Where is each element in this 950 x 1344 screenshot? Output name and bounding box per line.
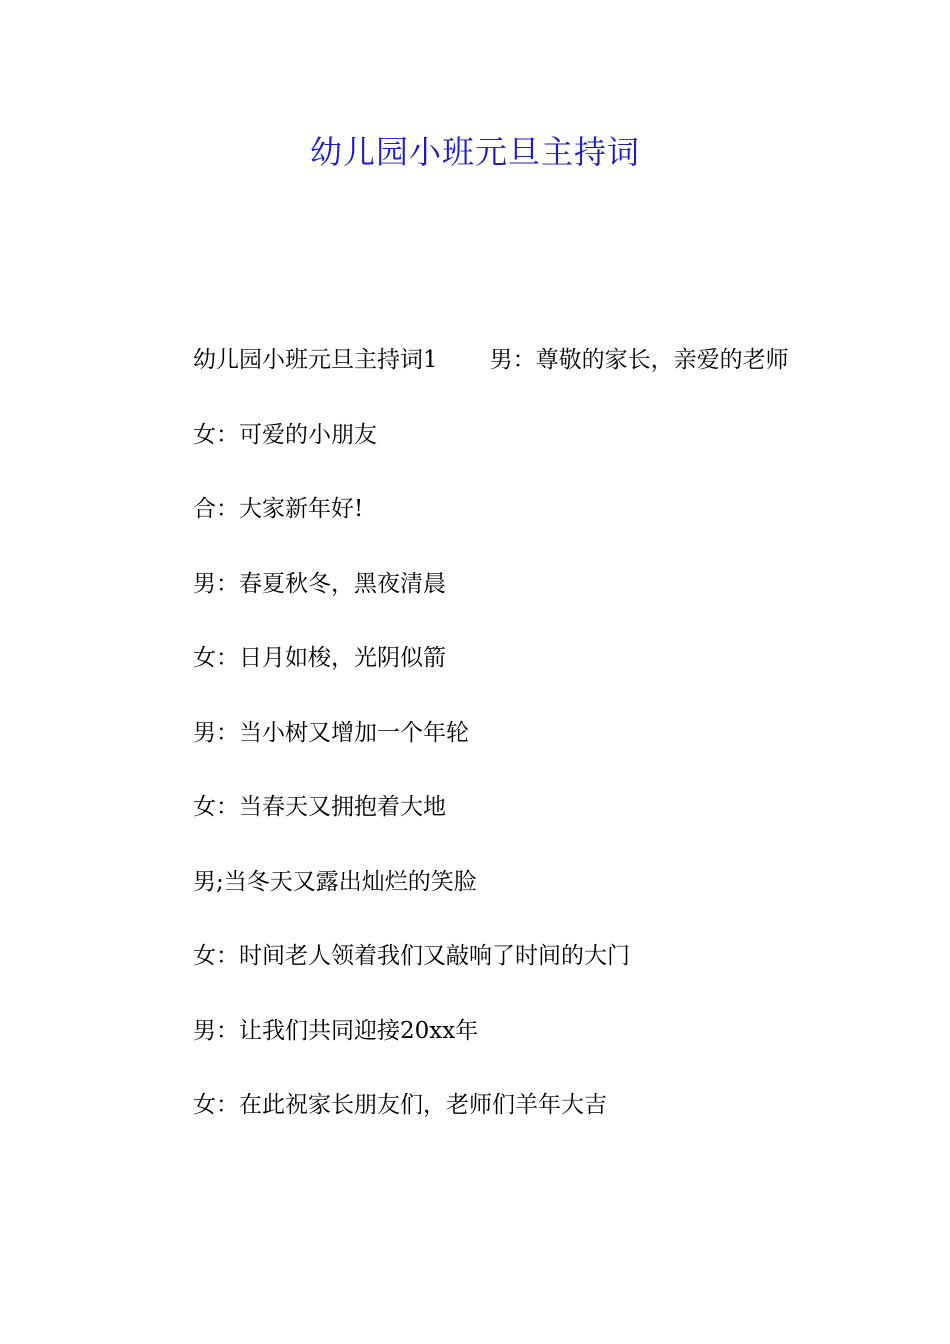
section-heading: 幼儿园小班元旦主持词1 xyxy=(193,347,438,373)
dialogue-line: 女：当春天又拥抱着大地 xyxy=(193,794,446,820)
paragraph-first xyxy=(145,342,810,380)
dialogue-line: 女：在此祝家长朋友们，老师们羊年大吉 xyxy=(193,1092,607,1118)
dialogue-line: 男;当冬天又露出灿烂的笑脸 xyxy=(193,868,477,895)
document-title: 幼儿园小班元旦主持词 xyxy=(309,133,640,171)
document-body xyxy=(145,342,810,1162)
dialogue-line: 男：当小树又增加一个年轮 xyxy=(193,719,469,746)
paragraph-text: 男：尊敬的家长，亲爱的老师 xyxy=(489,347,789,373)
dialogue-line: 男：让我们共同迎接20xx年 xyxy=(193,1017,479,1044)
dialogue-line: 女：日月如梭，光阴似箭 xyxy=(193,645,446,671)
dialogue-line: 女：可爱的小朋友 xyxy=(193,421,377,448)
dialogue-line: 男：春夏秋冬，黑夜清晨 xyxy=(193,570,446,597)
dialogue-line: 女：时间老人领着我们又敲响了时间的大门 xyxy=(193,943,630,969)
dialogue-line: 合：大家新年好! xyxy=(193,496,364,522)
